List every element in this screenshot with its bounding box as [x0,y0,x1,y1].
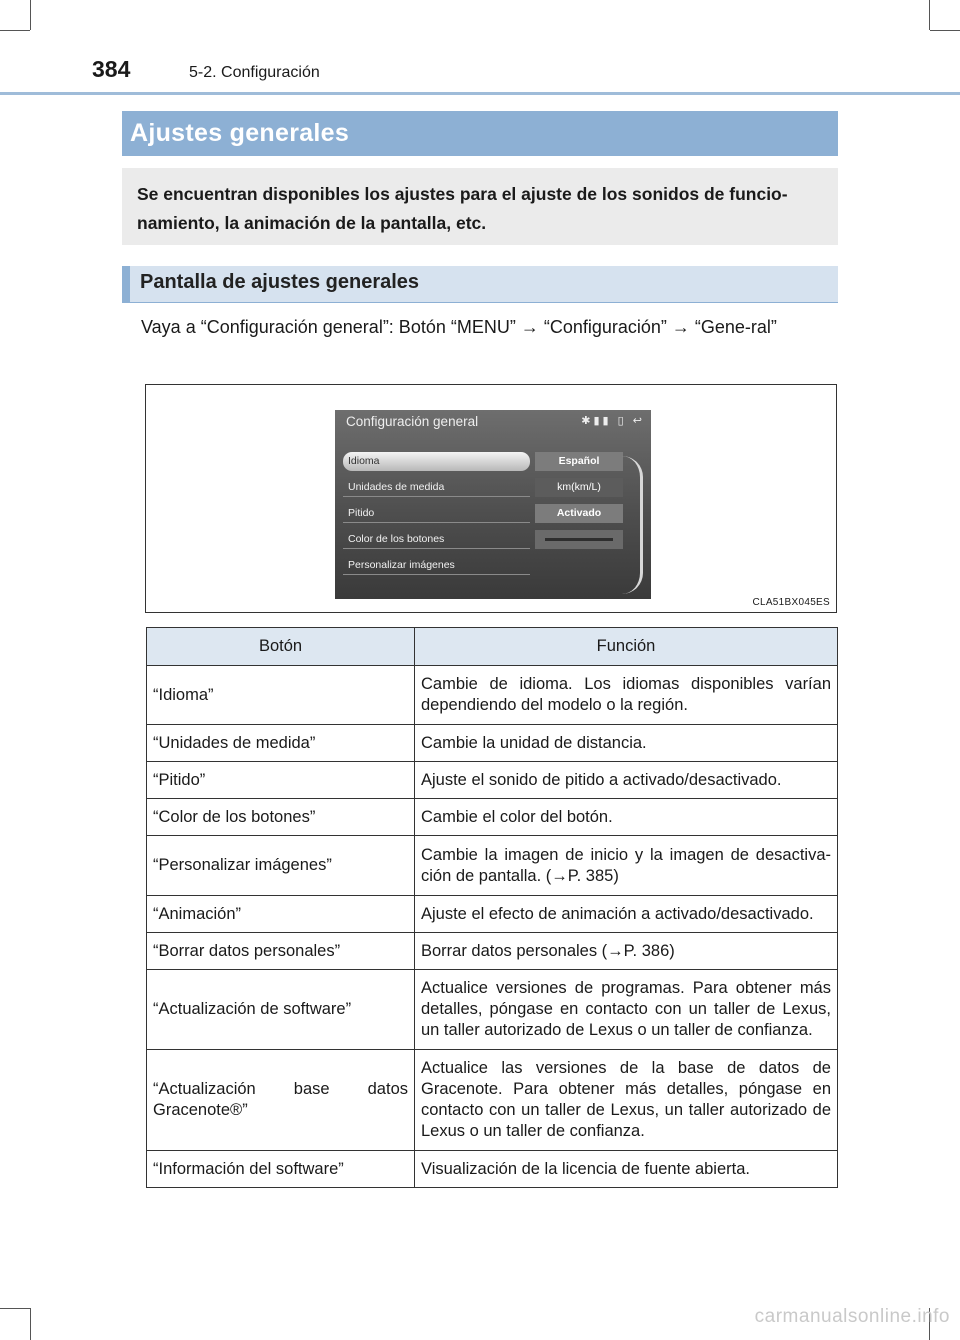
menu-item-idioma[interactable]: Idioma [343,452,530,471]
watermark: carmanualsonline.info [754,1306,950,1327]
cell-button: “Idioma” [147,666,415,725]
value-unidades: km(km/L) [535,478,623,497]
table-row [147,725,838,762]
crop-mark [0,1308,30,1309]
scroll-indicator [622,456,643,594]
cell-function: Actualice las versiones de la base de datos de Gracenote. Para obtener más detalles, póngase en contacto con un taller de Lexus, un taller autorizado de Lexus o un taller de confianza. [415,1050,838,1151]
navigation-instructions: Vaya a “Configuración general”: Botón “MENU” → “Configuración” → “Gene-ral” [141,317,777,337]
table-row [147,1151,838,1188]
cell-button: “Información del software” [147,1151,415,1188]
cell-button: “Animación” [147,896,415,933]
cell-function: Cambie la unidad de distancia. [415,725,838,762]
settings-screen [335,410,651,599]
function-table [146,627,838,1188]
figure-code: CLA51BX045ES [752,597,830,608]
cell-button: “Actualización de software” [147,970,415,1050]
crop-mark [930,30,960,31]
cell-function: Borrar datos personales (→P. 386) [415,933,838,970]
status-icons: ✱▮▮ ▯ ↩ [581,415,645,427]
value-idioma: Español [535,452,623,471]
menu-item-personalizar[interactable]: Personalizar imágenes [343,556,530,575]
table-row [147,896,838,933]
cell-function: Actualice versiones de programas. Para obtener más detalles, póngase en contacto con un taller de Lexus, un taller autorizado de Lexus o un taller de confianza. [415,970,838,1050]
crop-mark [30,0,31,30]
section-title: Ajustes generales [122,111,838,156]
table-row [147,970,838,1050]
crop-mark [30,1308,31,1340]
menu-item-color[interactable]: Color de los botones [343,530,530,549]
column-header-function: Función [415,628,838,666]
table-row [147,762,838,799]
cell-function: Cambie la imagen de inicio y la imagen de desactiva-ción de pantalla. (→P. 385) [415,836,838,896]
subsection-title: Pantalla de ajustes generales [122,266,838,302]
cell-function: Cambie el color del botón. [415,799,838,836]
value-pitido: Activado [535,504,623,523]
crop-mark [0,30,30,31]
cell-function: Ajuste el sonido de pitido a activado/desactivado. [415,762,838,799]
screen-title: Configuración general [346,414,479,429]
menu-item-unidades[interactable]: Unidades de medida [343,478,530,497]
cell-button: “Color de los botones” [147,799,415,836]
cell-function: Cambie de idioma. Los idiomas disponibles varían dependiendo del modelo o la región. [415,666,838,725]
cell-button: “Pitido” [147,762,415,799]
subsection-divider [122,302,838,303]
table-row [147,836,838,896]
page-number: 384 [92,56,131,82]
column-header-button: Botón [147,628,415,666]
header-divider [0,92,960,95]
section-label: 5-2. Configuración [189,64,320,81]
table-row [147,933,838,970]
cell-function: Visualización de la licencia de fuente abierta. [415,1151,838,1188]
table-row [147,799,838,836]
cell-button: “Personalizar imágenes” [147,836,415,896]
cell-button: “Borrar datos personales” [147,933,415,970]
table-row [147,1050,838,1151]
value-color-swatch [535,530,623,549]
intro-box: Se encuentran disponibles los ajustes para el ajuste de los sonidos de funcio-namiento, la animación de la pantalla, etc. [122,168,838,245]
screen-figure [145,384,837,613]
crop-mark [929,0,930,30]
cell-button: “Actualización base datos Gracenote®” [147,1050,415,1151]
menu-item-pitido[interactable]: Pitido [343,504,530,523]
table-row [147,666,838,725]
cell-button: “Unidades de medida” [147,725,415,762]
cell-function: Ajuste el efecto de animación a activado/desactivado. [415,896,838,933]
